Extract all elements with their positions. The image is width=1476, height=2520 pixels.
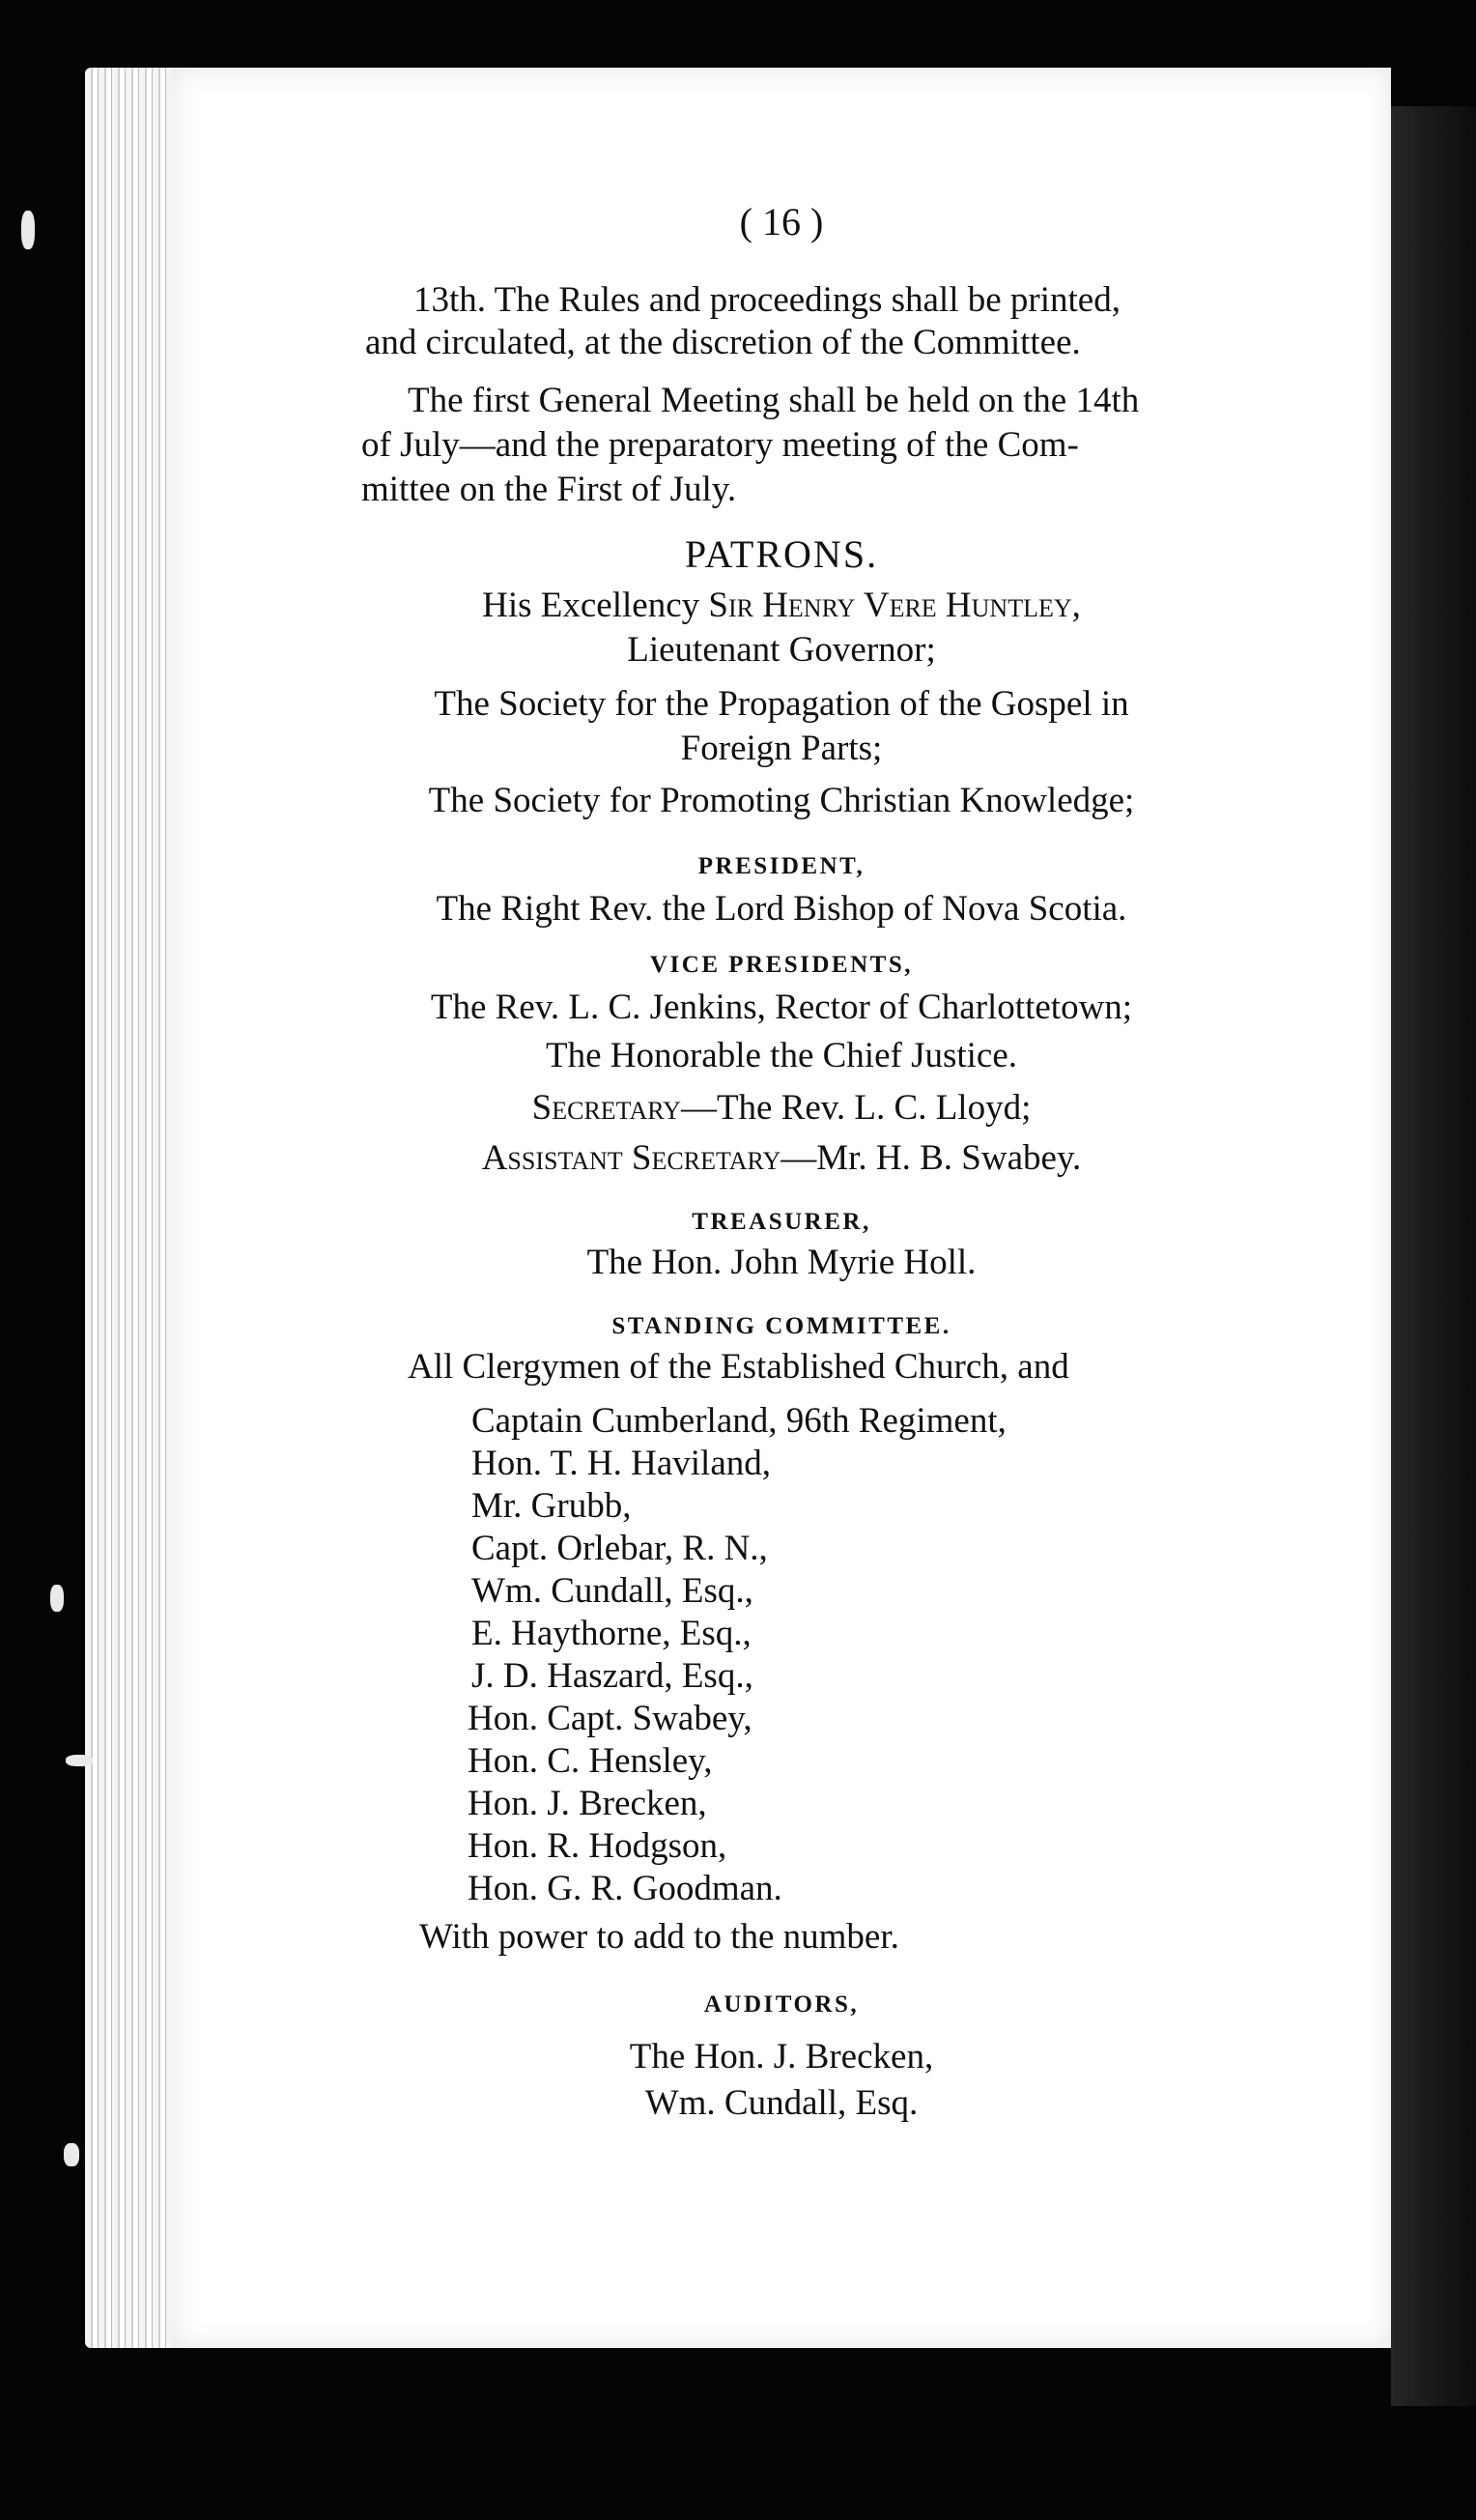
committee-member: Hon. C. Hensley, <box>468 1741 713 1781</box>
committee-member: E. Haythorne, Esq., <box>471 1614 752 1653</box>
vice-presidents-heading: VICE PRESIDENTS, <box>649 952 913 978</box>
secretary-line <box>172 1090 1391 1126</box>
patron-governor <box>172 587 1391 623</box>
committee-member: Hon. J. Brecken, <box>468 1784 707 1823</box>
meeting-line-1: The first General Meeting shall be held on the 14th <box>408 381 1140 420</box>
patron-governor-prefix: His Excellency <box>482 586 709 625</box>
committee-member: Hon. T. H. Haviland, <box>471 1444 772 1483</box>
committee-member: Hon. G. R. Goodman. <box>468 1869 782 1908</box>
treasurer-heading: TREASURER, <box>692 1209 871 1235</box>
committee-member: Hon. R. Hodgson, <box>468 1826 727 1866</box>
assistant-secretary-line <box>172 1140 1391 1176</box>
page-text <box>172 68 1391 2348</box>
committee-member: Capt. Orlebar, R. N., <box>471 1529 768 1568</box>
facing-page-edge <box>1391 106 1476 2406</box>
auditor-2: Wm. Cundall, Esq. <box>644 2083 919 2123</box>
president-name: The Right Rev. the Lord Bishop of Nova Scotia. <box>436 889 1127 929</box>
meeting-line-3: mittee on the First of July. <box>361 470 737 509</box>
patron-governor-name: Sir Henry Vere Huntley <box>708 586 1072 625</box>
assistant-secretary-name: —Mr. H. B. Swabey. <box>781 1138 1082 1178</box>
rule-13-line-2: and circulated, at the discretion of the Committee. <box>365 323 1081 362</box>
standing-committee-heading: STANDING COMMITTEE. <box>611 1313 951 1339</box>
committee-member: Wm. Cundall, Esq., <box>471 1571 753 1611</box>
meeting-line-2: of July—and the preparatory meeting of the Com- <box>361 425 1079 465</box>
committee-member: Captain Cumberland, 96th Regiment, <box>471 1401 1007 1441</box>
patron-spg-line-1: The Society for the Propagation of the Gospel in <box>434 684 1129 724</box>
committee-member: J. D. Haszard, Esq., <box>471 1656 753 1696</box>
page-number: ( 16 ) <box>739 200 824 243</box>
assistant-secretary-title: Assistant Secretary <box>481 1138 781 1178</box>
vice-president-1: The Rev. L. C. Jenkins, Rector of Charlottetown; <box>430 988 1133 1027</box>
committee-member: Hon. Capt. Swabey, <box>468 1699 752 1738</box>
president-heading: PRESIDENT, <box>697 853 866 879</box>
auditor-1: The Hon. J. Brecken, <box>629 2037 934 2076</box>
vice-president-2: The Honorable the Chief Justice. <box>545 1036 1018 1075</box>
committee-member: Mr. Grubb, <box>471 1486 632 1526</box>
patron-governor-title: Lieutenant Governor; <box>627 630 936 670</box>
secretary-name: —The Rev. L. C. Lloyd; <box>680 1088 1032 1128</box>
auditors-heading: AUDITORS, <box>703 1991 860 2018</box>
patron-spck: The Society for Promoting Christian Knowledge; <box>428 781 1135 820</box>
standing-committee-closing: With power to add to the number. <box>419 1917 899 1957</box>
page-edges <box>85 68 182 2348</box>
treasurer-name: The Hon. John Myrie Holl. <box>586 1243 977 1282</box>
secretary-title: Secretary <box>531 1088 681 1128</box>
patron-governor-suffix: , <box>1071 586 1081 625</box>
rule-13-line-1: 13th. The Rules and proceedings shall be printed, <box>413 280 1121 320</box>
patrons-heading: PATRONS. <box>684 532 879 576</box>
standing-committee-intro: All Clergymen of the Established Church, and <box>408 1347 1069 1387</box>
patron-spg-line-2: Foreign Parts; <box>680 729 883 768</box>
